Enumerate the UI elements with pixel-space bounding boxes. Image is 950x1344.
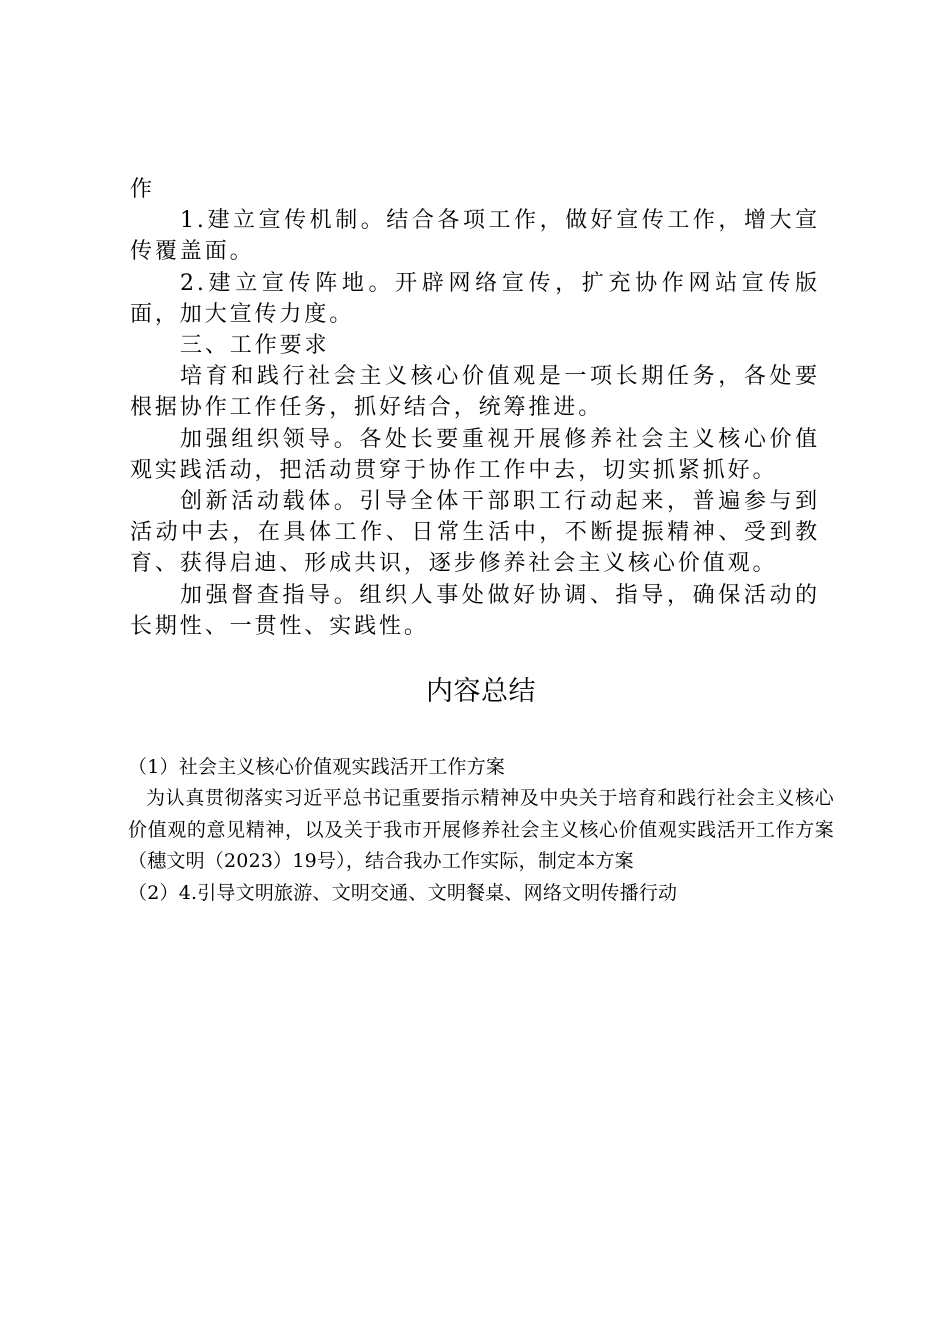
summary-item-2: （2）4.引导文明旅游、文明交通、文明餐桌、网络文明传播行动 [128,881,678,904]
section-heading-work-requirements: 三、工作要求 [180,333,330,359]
paragraph-long-term-task: 培育和践行社会主义核心价值观是一项长期任务，各处要根据协作工作任务，抓好结合，统筹推进。 [130,364,820,421]
summary-item-1-detail: 为认真贯彻落实习近平总书记重要指示精神及中央关于培育和践行社会主义核心价值观的意见精神，以及关于我市开展修养社会主义核心价值观实践活开工作方案（穗文明（2023）19号），结合我办工作实际，制定本方案 [128,787,834,873]
paragraph-publicity-mechanism: 1.建立宣传机制。结合各项工作，做好宣传工作，增大宣传覆盖面。 [130,208,820,265]
paragraph-continuation: 作 [130,177,155,202]
paragraph-supervision-guidance: 加强督查指导。组织人事处做好协调、指导，确保活动的长期性、一贯性、实践性。 [130,582,820,639]
summary-title: 内容总结 [426,676,536,707]
document-body [130,174,820,642]
paragraph-innovate-activities: 创新活动载体。引导全体干部职工行动起来，普遍参与到活动中去，在具体工作、日常生活中，不断提振精神、受到教育、获得启迪、形成共识，逐步修养社会主义核心价值观。 [130,489,820,577]
summary-item-1: （1）社会主义核心价值观实践活开工作方案 [128,756,506,778]
paragraph-organization-leadership: 加强组织领导。各处长要重视开展修养社会主义核心价值观实践活动，把活动贯穿于协作工作中去，切实抓紧抓好。 [130,426,820,483]
paragraph-publicity-platform: 2.建立宣传阵地。开辟网络宣传，扩充协作网站宣传版面，加大宣传力度。 [130,270,820,327]
summary-section [128,752,834,909]
